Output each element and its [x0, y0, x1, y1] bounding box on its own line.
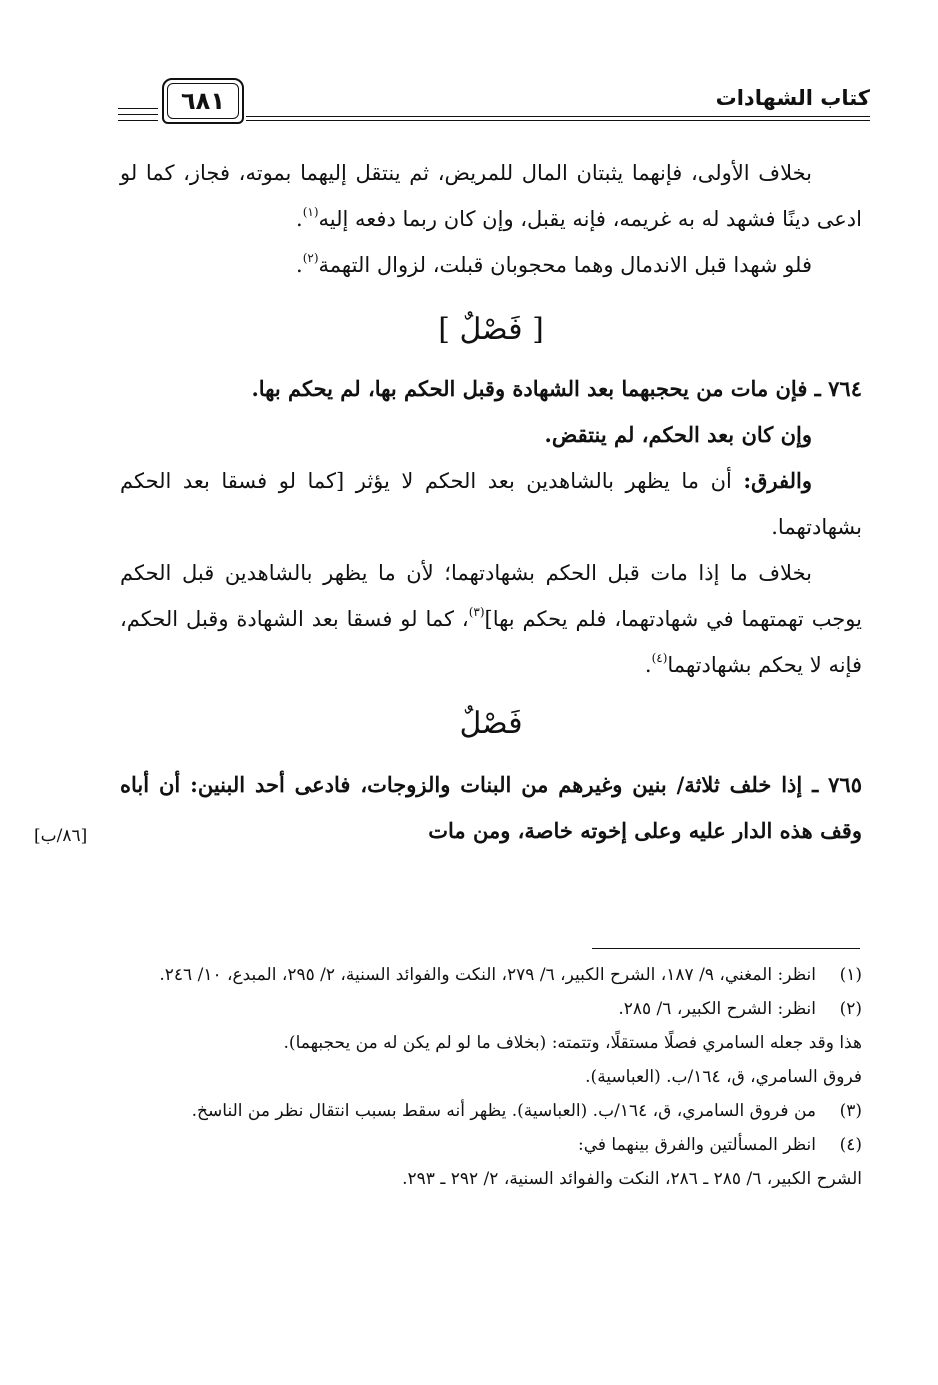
footnote-text: انظر: المغني، ٩/ ١٨٧، الشرح الكبير، ٦/ ٢٧٩، النكت والفوائد السنية، ٢/ ٢٩٥، المبدع، ١٠/ ٢٤٦. — [159, 965, 816, 985]
footnote-number: (٣) — [839, 1101, 862, 1121]
footnote-text: فروق السامري، ق، ١٦٤/ب. (العباسية). — [585, 1067, 862, 1087]
left-rule-bottom — [118, 120, 158, 121]
masala-764: ٧٦٤ ـ فإن مات من يحجبهما بعد الشهادة وقبل الحكم بها، لم يحكم بها. — [251, 376, 862, 401]
footnote-4-refs — [120, 1162, 862, 1196]
left-rule-top — [118, 108, 158, 109]
footnote-text: من فروق السامري، ق، ١٦٤/ب. (العباسية). يظهر أنه سقط بسبب انتقال نظر من الناسخ. — [191, 1101, 816, 1121]
header-rule — [246, 116, 870, 117]
footnote-ref-3: (٣) — [468, 605, 485, 619]
page-header — [118, 72, 870, 132]
paragraph-3 — [120, 550, 862, 688]
footnote-ref-4: (٤) — [651, 651, 668, 665]
page-number: ٦٨١ — [181, 87, 225, 115]
paragraph-2 — [120, 242, 862, 288]
paragraph-3-text-b: ، كما لو فسقا بعد الشهادة وقبل الحكم، فإنه لا يحكم بشهادتهما — [120, 607, 862, 677]
footnote-3 — [120, 1094, 862, 1128]
paragraph-1-end: . — [296, 207, 303, 231]
footnote-2-source — [120, 1060, 862, 1094]
farq-label: والفرق: — [743, 468, 812, 493]
footnote-2-note — [120, 1026, 862, 1060]
left-rule-middle — [118, 114, 158, 115]
footnote-text: هذا وقد جعله السامري فصلًا مستقلًا، وتتمته: (بخلاف ما لو لم يكن له من يحجبهما). — [283, 1033, 862, 1053]
footnotes — [120, 958, 862, 1196]
footnote-ref-2: (٢) — [302, 251, 319, 265]
header-rule-double — [246, 120, 870, 121]
footnote-text: الشرح الكبير، ٦/ ٢٨٥ ـ ٢٨٦، النكت والفوائد السنية، ٢/ ٢٩٢ ـ ٢٩٣. — [402, 1169, 862, 1189]
paragraph-2-text: فلو شهدا قبل الاندمال وهما محجوبان قبلت، لزوال التهمة — [318, 253, 812, 277]
masala-764-continuation: وإن كان بعد الحكم، لم ينتقض. — [544, 422, 812, 447]
paragraph-3-end: . — [644, 653, 652, 677]
paragraph-1 — [120, 150, 862, 242]
footnote-text: انظر: الشرح الكبير، ٦/ ٢٨٥. — [618, 999, 816, 1019]
footnote-1 — [120, 958, 862, 992]
paragraph-1-text: بخلاف الأولى، فإنهما يثبتان المال للمريض، ثم ينتقل إليهما بموته، فجاز، كما لو ادعى دينًا فشهد له به غريمه، فإنه يقبل، وإن كان ربما دفعه إليه — [120, 161, 862, 231]
farq-text: أن ما يظهر بالشاهدين بعد الحكم لا يؤثر [كما لو فسقا بعد الحكم بشهادتهما. — [120, 469, 862, 539]
page-number-frame — [162, 78, 244, 124]
running-title: كتاب الشهادات — [715, 86, 870, 110]
footnote-number: (٤) — [839, 1135, 862, 1155]
footnote-2 — [120, 992, 862, 1026]
main-text — [120, 150, 862, 854]
footnote-4 — [120, 1128, 862, 1162]
section-heading-1: [ فَصْلٌ ] — [438, 312, 544, 347]
footnote-ref-1: (١) — [302, 205, 319, 219]
footnote-text: انظر المسألتين والفرق بينهما في: — [578, 1135, 816, 1155]
marginal-folio-note: [٨٦/ب] — [34, 826, 88, 846]
farq-paragraph — [120, 458, 862, 550]
footnote-number: (١) — [839, 965, 862, 985]
masala-765: ٧٦٥ ـ إذا خلف ثلاثة/ بنين وغيرهم من البنات والزوجات، فادعى أحد البنين: أن أباه وقف هذه الدار عليه وعلى إخوته خاصة، ومن مات — [120, 772, 862, 843]
section-heading-2: فَصْلٌ — [459, 706, 523, 741]
footnote-number: (٢) — [839, 999, 862, 1019]
footnote-separator — [592, 948, 860, 949]
paragraph-3-text-a: بخلاف ما إذا مات قبل الحكم بشهادتهما؛ لأن ما يظهر بالشاهدين قبل الحكم يوجب تهمتهما في شهادتهما، فلم يحكم بها] — [120, 561, 862, 631]
paragraph-2-end: . — [296, 253, 303, 277]
